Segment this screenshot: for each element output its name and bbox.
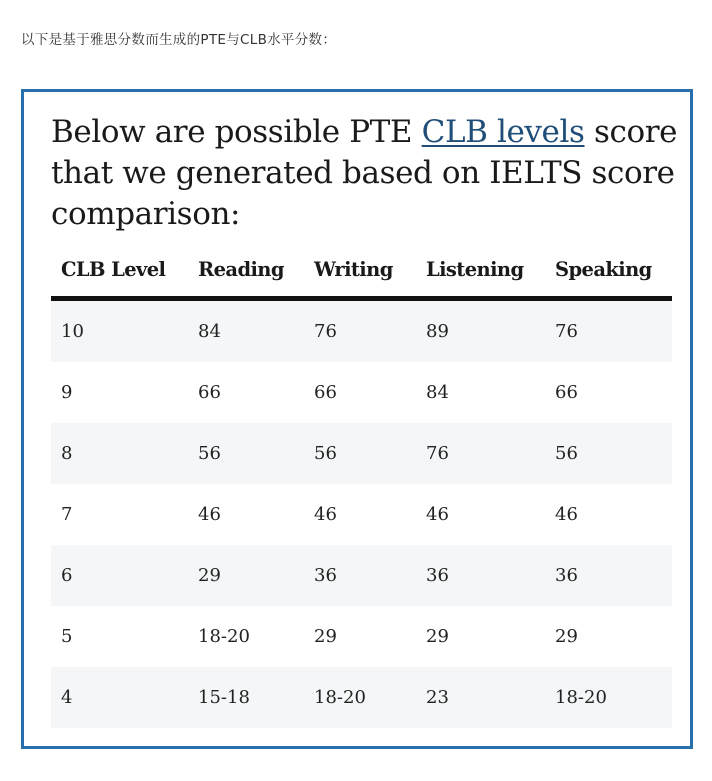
table-row [51,362,672,423]
cell-clb-level: 9 [51,362,188,423]
cell-speaking: 56 [545,423,672,484]
heading-text-before: Below are possible PTE [51,114,422,150]
cell-reading: 66 [188,362,304,423]
table-row [51,545,672,606]
header-listening: Listening [416,242,545,299]
cell-listening: 23 [416,667,545,728]
cell-reading: 15-18 [188,667,304,728]
table-row [51,667,672,728]
cell-reading: 46 [188,484,304,545]
cell-speaking: 66 [545,362,672,423]
cell-writing: 56 [304,423,416,484]
cell-clb-level: 5 [51,606,188,667]
cell-listening: 76 [416,423,545,484]
cell-writing: 36 [304,545,416,606]
table-row [51,484,672,545]
cell-writing: 76 [304,299,416,363]
cell-speaking: 36 [545,545,672,606]
clb-levels-link[interactable]: CLB levels [421,114,585,150]
cell-listening: 46 [416,484,545,545]
table-row [51,423,672,484]
cell-clb-level: 6 [51,545,188,606]
cell-listening: 89 [416,299,545,363]
table-row [51,299,672,363]
cell-reading: 84 [188,299,304,363]
cell-reading: 56 [188,423,304,484]
cell-reading: 18-20 [188,606,304,667]
cell-speaking: 18-20 [545,667,672,728]
heading-text-after: score that we generated based on IELTS score comparison: [51,114,678,232]
cell-clb-level: 7 [51,484,188,545]
table-header-row [51,242,672,299]
header-writing: Writing [304,242,416,299]
bordered-image-frame [21,89,693,749]
cell-clb-level: 8 [51,423,188,484]
cell-reading: 29 [188,545,304,606]
cell-listening: 84 [416,362,545,423]
cell-clb-level: 4 [51,667,188,728]
cell-speaking: 46 [545,484,672,545]
cell-listening: 36 [416,545,545,606]
heading [51,112,691,235]
cell-writing: 18-20 [304,667,416,728]
header-clb-level: CLB Level [51,242,188,299]
cell-speaking: 76 [545,299,672,363]
cell-listening: 29 [416,606,545,667]
cell-speaking: 29 [545,606,672,667]
intro-text: 以下是基于雅思分数而生成的PTE与CLB水平分数： [21,32,337,48]
cell-writing: 29 [304,606,416,667]
header-reading: Reading [188,242,304,299]
table-row [51,606,672,667]
cell-writing: 46 [304,484,416,545]
header-speaking: Speaking [545,242,672,299]
pte-clb-score-table [51,242,672,728]
cell-writing: 66 [304,362,416,423]
cell-clb-level: 10 [51,299,188,363]
